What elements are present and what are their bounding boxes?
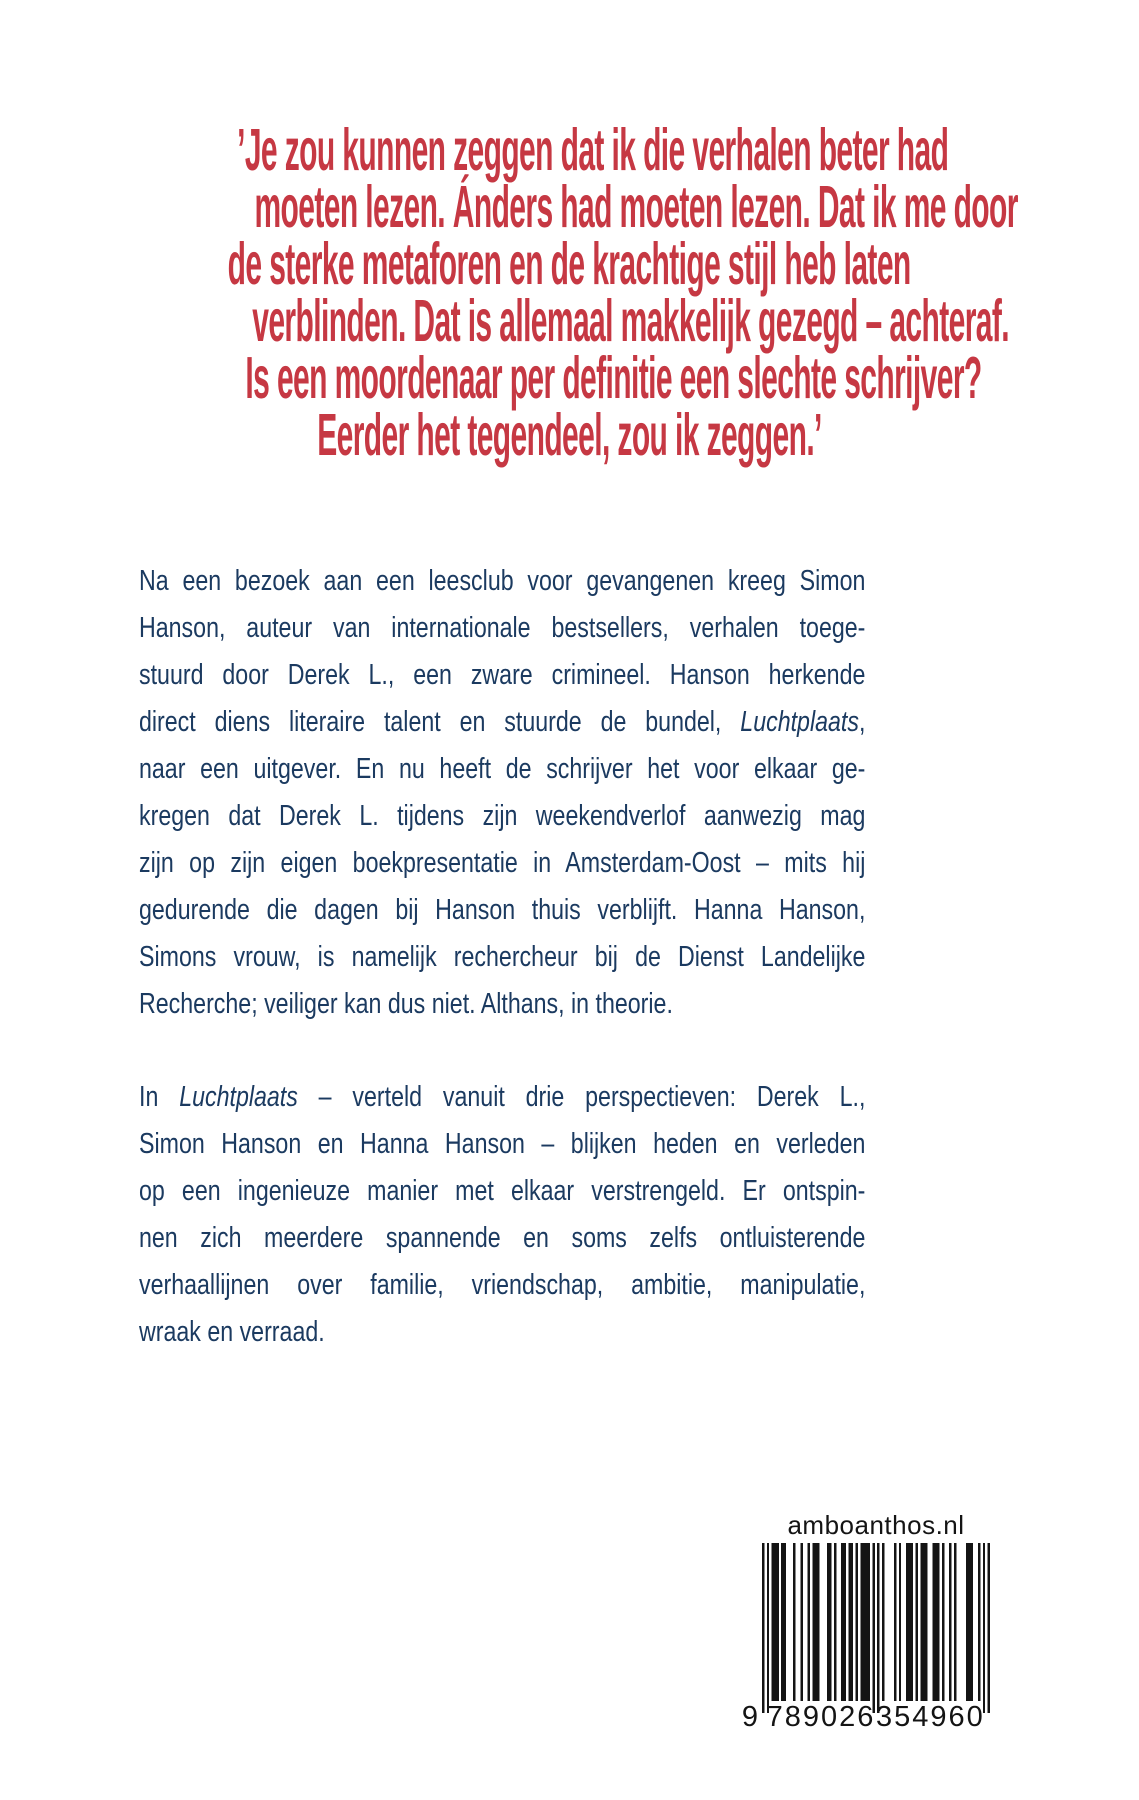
- quote-line: moeten lezen. Ánders had moeten lezen. Dat ik me door: [254, 173, 1018, 240]
- synopsis-line: Hanson, auteur van internationale bestsellers, verhalen toege-: [139, 612, 866, 644]
- synopsis-line: gedurende die dagen bij Hanson thuis verblijft. Hanna Hanson,: [139, 894, 866, 926]
- quote-line: Eerder het tegendeel, zou ik zeggen.’: [317, 401, 822, 468]
- publisher-website: amboanthos.nl: [787, 1510, 965, 1540]
- synopsis-line: nen zich meerdere spannende en soms zelfs ontluisterende: [139, 1222, 866, 1254]
- synopsis-paragraph: [139, 558, 865, 1028]
- synopsis-line: zijn op zijn eigen boekpresentatie in Amsterdam-Oost – mits hij: [139, 847, 866, 879]
- synopsis-line: stuurd door Derek L., een zware crimineel. Hanson herkende: [139, 659, 866, 691]
- quote-line: de sterke metaforen en de krachtige stijl heb laten: [228, 230, 911, 297]
- synopsis-line: Recherche; veiliger kan dus niet. Althans, in theorie.: [139, 988, 673, 1020]
- synopsis-line: Simon Hanson en Hanna Hanson – blijken heden en verleden: [139, 1128, 866, 1160]
- synopsis-line: In Luchtplaats – verteld vanuit drie perspectieven: Derek L.,: [139, 1081, 866, 1113]
- barcode-digit-first: 9: [741, 1701, 758, 1733]
- synopsis-line: wraak en verraad.: [139, 1316, 325, 1348]
- barcode-digits-right: 354960: [876, 1701, 985, 1733]
- synopsis-line: Simons vrouw, is namelijk rechercheur bij de Dienst Landelijke: [139, 941, 866, 973]
- synopsis: [139, 558, 865, 1356]
- barcode-digits-left: 789026: [766, 1701, 876, 1733]
- quote-line: Is een moordenaar per definitie een slechte schrijver?: [245, 344, 982, 411]
- synopsis-line: direct diens literaire talent en stuurde de bundel, Luchtplaats,: [139, 706, 866, 738]
- ean13-barcode: [741, 1543, 990, 1743]
- synopsis-line: kregen dat Derek L. tijdens zijn weekendverlof aanwezig mag: [139, 800, 866, 832]
- barcode-bars: [762, 1543, 990, 1715]
- quote-line: verblinden. Dat is allemaal makkelijk gezegd – achteraf.: [252, 287, 1009, 354]
- synopsis-line: verhaallijnen over familie, vriendschap, ambitie, manipulatie,: [139, 1269, 866, 1301]
- synopsis-line: op een ingenieuze manier met elkaar verstrengeld. Er ontspin-: [139, 1175, 866, 1207]
- quote-block: [0, 116, 1139, 468]
- synopsis-line: naar een uitgever. En nu heeft de schrijver het voor elkaar ge-: [139, 753, 866, 785]
- quote-line: ’Je zou kunnen zeggen dat ik die verhalen beter had: [237, 116, 949, 183]
- synopsis-paragraph: [139, 1074, 865, 1356]
- synopsis-line: Na een bezoek aan een leesclub voor gevangenen kreeg Simon: [139, 565, 866, 597]
